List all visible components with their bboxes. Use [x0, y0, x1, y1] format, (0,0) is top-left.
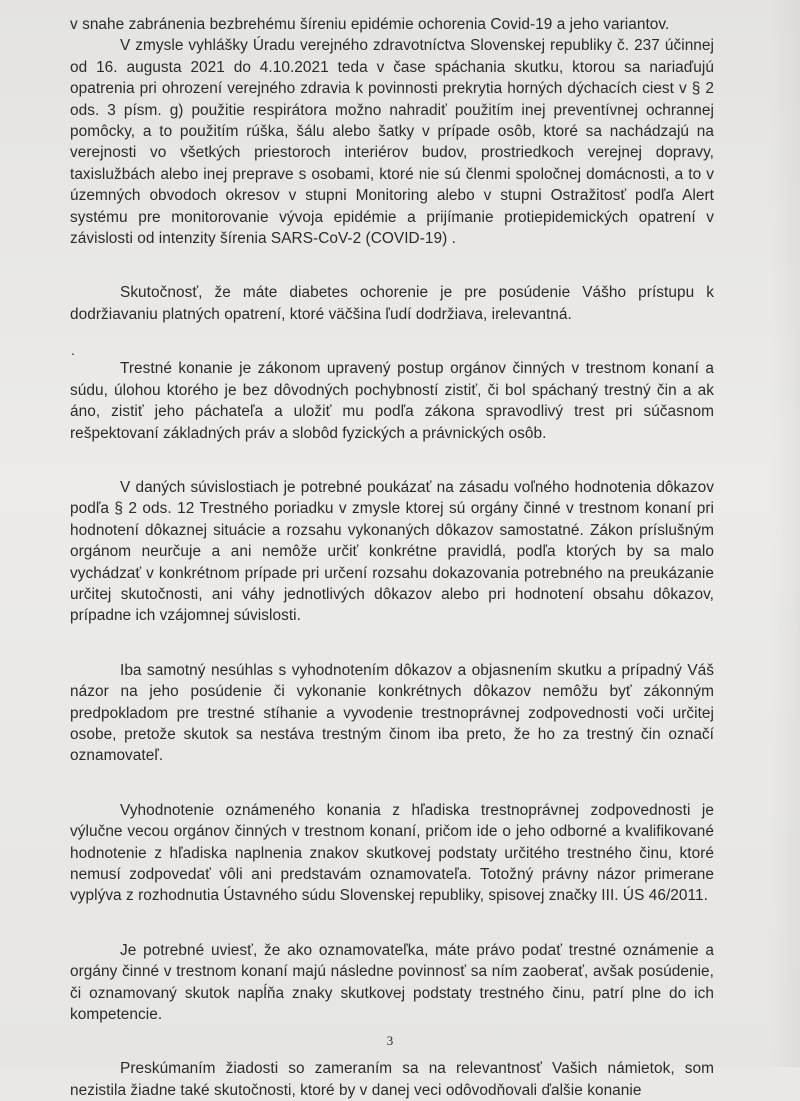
paragraph-9: Preskúmaním žiadosti so zameraním sa na relevantnosť Vašich námietok, som nezistila žiadne také skutočnosti, ktoré by v danej veci odôvodňovali ďalšie konanie: [70, 1060, 714, 1099]
page-number: 3: [386, 1033, 394, 1048]
paragraph-4: Trestné konanie je zákonom upravený postup orgánov činných v trestnom konaní a súdu, úlohou ktorého je bez dôvodných pochybností zistiť, či bol spáchaný trestný čin a ak áno, zistiť jeho páchateľa a uložiť mu podľa zákona spravodlivý trest pri súčasnom rešpektovaní základných práv a slobôd fyzických a právnických osôb.: [70, 360, 714, 442]
paragraph-8: Je potrebné uviesť, že ako oznamovateľka, máte právo podať trestné oznámenie a orgány činné v trestnom konaní majú následne povinnosť sa ním zaoberať, avšak posúdenie, či oznamovaný skutok napĺňa znaky skutkovej podstaty trestného činu, patrí plne do ich kompetencie.: [70, 941, 714, 1024]
paragraph-1: v snahe zabránenia bezbrehému šíreniu epidémie ochorenia Covid-19 a jeho variantov.: [70, 16, 670, 33]
stray-mark: .: [71, 342, 75, 358]
page-shadow: [770, 0, 800, 1067]
paragraph-3: Skutočnosť, že máte diabetes ochorenie je pre posúdenie Vášho prístupu k dodržiavaniu platných opatrení, ktoré väčšina ľudí dodržiava, irelevantná.: [70, 284, 714, 323]
paragraph-2: V zmysle vyhlášky Úradu verejného zdravotníctva Slovenskej republiky č. 237 účinnej od 16. augusta 2021 do 4.10.2021 teda v čase spáchania skutku, ktorou sa nariaďujú opatrenia pri ohrození verejného zdravia k povinnosti prekrytia horných dýchacích ciest v § 2 ods. 3 písm. g) použitie respirátora možno nahradiť použitím inej preventívnej ochrannej pomôcky, a to použitím rúška, šálu alebo šatky v prípade osôb, ktoré sa nachádzajú na verejnosti vo všetkých priestoroch interiérov budov, prostriedkoch verejnej dopravy, taxislužbách alebo inej preprave s osobami, ktoré nie sú členmi spoločnej domácnosti, a to v územných obvodoch okresov v stupni Monitoring alebo v stupni Ostražitosť podľa Alert systému pre monitorovanie vývoja epidémie a prijímanie protiepidemických opatrení v závislosti od intenzity šírenia SARS-CoV-2 (COVID-19) .: [70, 37, 714, 248]
paragraph-6: Iba samotný nesúhlas s vyhodnotením dôkazov a objasnením skutku a prípadný Váš názor na jeho posúdenie či vykonanie konkrétnych dôkazov nemôžu byť zákonným predpokladom pre trestné stíhanie a vyvodenie trestnoprávnej zodpovednosti voči určitej osobe, pretože skutok sa nestáva trestným činom iba preto, že ho za trestný čin označí oznamovateľ.: [70, 661, 714, 765]
paragraph-5: V daných súvislostiach je potrebné poukázať na zásadu voľného hodnotenia dôkazov podľa § 2 ods. 12 Trestného poriadku v zmysle ktorej sú orgány činné v trestnom konaní pri hodnotení dôkaznej situácie a rozsahu vykonaných dôkazov samostatné. Zákon príslušným orgánom neurčuje a ani nemôže určiť konkrétne pravidlá, podľa ktorých by sa malo vychádzať v konkrétnom prípade pri určení rozsahu dokazovania potrebného na preukázanie určitej skutočnosti, ani váhy jednotlivých dôkazov alebo pri hodnotení obsahu dôkazov, prípadne ich vzájomnej súvislosti.: [70, 478, 714, 625]
paragraph-7: Vyhodnotenie oznámeného konania z hľadiska trestnoprávnej zodpovednosti je výlučne vecou orgánov činných v trestnom konaní, pričom ide o jeho odborné a kvalifikované hodnotenie z hľadiska naplnenia znakov skutkovej podstaty určitého trestného činu, ktoré nemusí zodpovedať vôli ani predstavám oznamovateľa. Totožný právny názor primerane vyplýva z rozhodnutia Ústavného súdu Slovenskej republiky, spisovej značky III. ÚS 46/2011.: [70, 801, 714, 905]
